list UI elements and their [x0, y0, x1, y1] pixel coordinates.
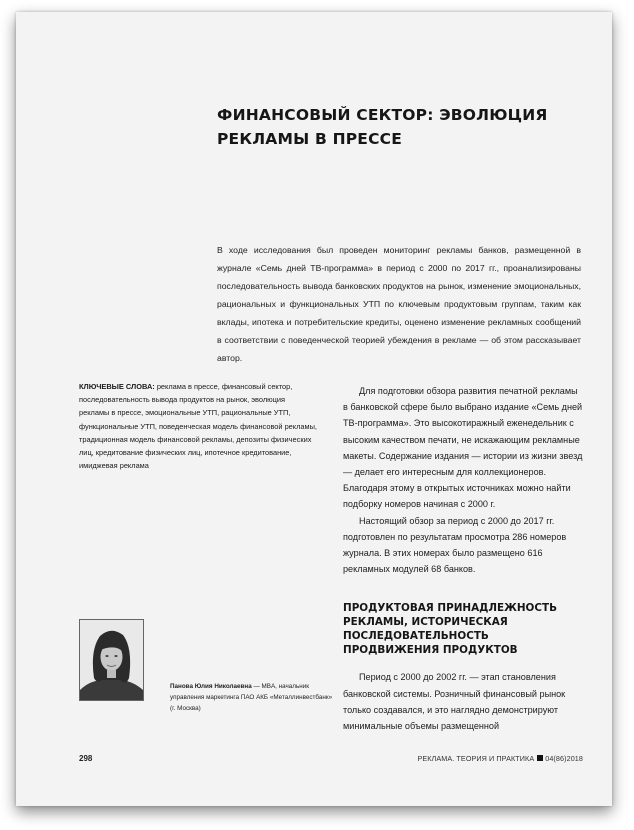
journal-name: РЕКЛАМА. ТЕОРИЯ И ПРАКТИКА	[417, 754, 535, 763]
author-name: Панова Юлия Николаевна	[170, 683, 252, 690]
journal-issue: 04(86)2018	[545, 754, 583, 763]
keywords-label: КЛЮЧЕВЫЕ СЛОВА:	[79, 382, 155, 391]
body-column	[343, 383, 583, 734]
author-portrait-image	[80, 620, 143, 700]
article-title: ФИНАНСОВЫЙ СЕКТОР: ЭВОЛЮЦИЯ РЕКЛАМЫ В ПРЕССЕ	[217, 106, 548, 148]
author-caption	[170, 681, 333, 714]
author-photo	[79, 619, 144, 701]
keywords-block	[79, 380, 317, 472]
author-info: — MBA, начальник управления маркетинга ПАО АКБ «Металлинвестбанк» (г. Москва)	[170, 683, 333, 712]
page-number: 298	[79, 754, 93, 763]
body-paragraph: Для подготовки обзора развития печатной рекламы в банковской сфере было выбрано издание «Семь дней ТВ-программа». Это высокотиражный еженедельник с высоким качеством печати, не искажающим рекламные макеты. Содержание издания — истории из жизни звезд — делает его интересным для коллекционеров. Благодаря этому в открытых источниках можно найти подборку номеров начиная с 2000 г.	[343, 386, 583, 510]
body-paragraph: Период с 2000 до 2002 гг. — этап становления банковской системы. Розничный финансовый рынок только создавался, и это наглядно демонстрируют минимальные объемы размещенной	[343, 672, 566, 732]
keywords-text: реклама в прессе, финансовый сектор, последовательность вывода продуктов на рынок, эволюция рекламы в прессе, эмоциональные УТП, рациональные УТП, функциональные УТП, поведенческая модель финансовой рекламы, традиционная модель финансовой рекламы, депозиты физических лиц, кредитование физических лиц, ипотечное кредитование, имиджевая реклама	[79, 382, 317, 471]
document-page	[16, 12, 612, 806]
article-lead: В ходе исследования был проведен мониторинг рекламы банков, размещенной в журнале «Семь дней ТВ-программа» в период с 2000 по 2017 гг., проанализированы последовательность вывода банковских продуктов на рынок, изменение эмоциональных, рациональных и функциональных УТП по ключевым продуктовым группам, таким как вклады, ипотека и потребительские кредиты, оценено изменение рекламных сообщений в соответствии с поведенческой теорией убеждения в рекламе — об этом рассказывает автор.	[217, 245, 581, 363]
body-paragraph: Настоящий обзор за период с 2000 до 2017 гг. подготовлен по результатам просмотра 286 номеров журнала. В этих номерах было размещено 616 рекламных модулей 68 банков.	[343, 515, 567, 575]
square-bullet-icon	[537, 755, 543, 761]
journal-footer	[417, 754, 583, 763]
section-heading: ПРОДУКТОВАЯ ПРИНАДЛЕЖНОСТЬ РЕКЛАМЫ, ИСТОРИЧЕСКАЯ ПОСЛЕДОВАТЕЛЬНОСТЬ ПРОДВИЖЕНИЯ ПРОДУКТОВ	[343, 602, 558, 657]
